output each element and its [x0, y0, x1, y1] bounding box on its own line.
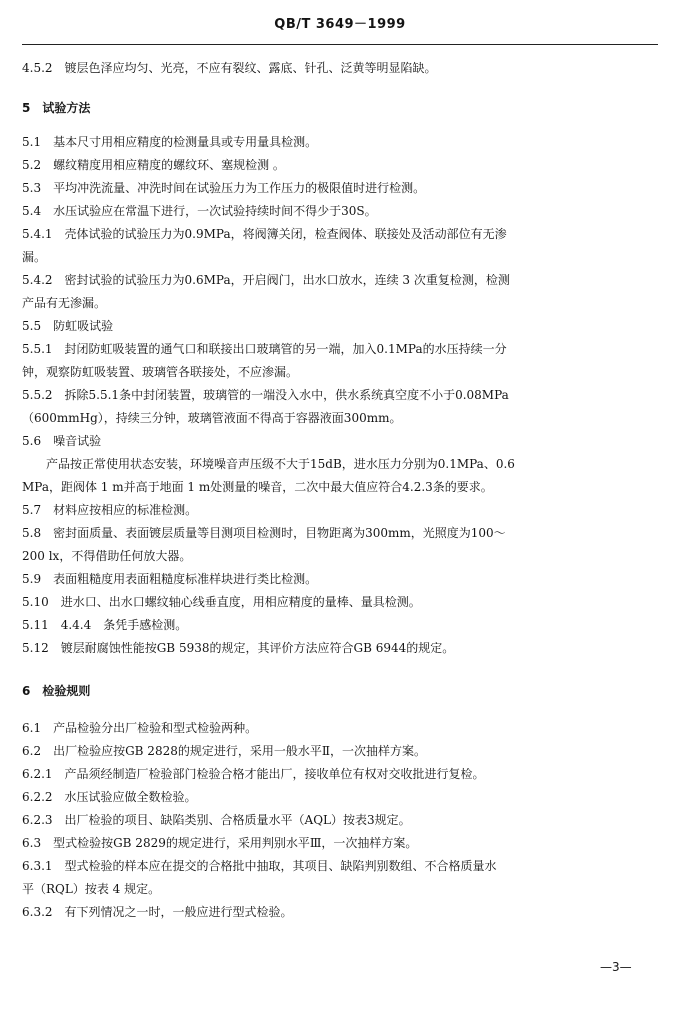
clause-6-3: 6.3 型式检验按GB 2829的规定进行，采用判别水平Ⅲ，一次抽样方案。 [22, 836, 418, 850]
clause-5-5-2-cont: （600mmHg），持续三分钟，玻璃管液面不得高于容器液面300mm。 [22, 411, 402, 425]
standard-code-header: QB/T 3649－1999 [274, 17, 406, 32]
clause-5-3: 5.3 平均冲洗流量、冲洗时间在试验压力为工作压力的极限值时进行检测。 [22, 181, 426, 195]
clause-6-2-1: 6.2.1 产品须经制造厂检验部门检验合格才能出厂，接收单位有权对交收批进行复检。 [22, 767, 485, 781]
clause-5-6-body: 产品按正常使用状态安装，环境噪音声压级不大于15dB，进水压力分别为0.1MPa、0.6 [46, 457, 515, 471]
clause-6-1: 6.1 产品检验分出厂检验和型式检验两种。 [22, 721, 258, 735]
clause-5-8: 5.8 密封面质量、表面镀层质量等目测项目检测时，目物距离为300mm，光照度为100～ [22, 526, 506, 540]
clause-5-4-1-cont: 漏。 [22, 250, 47, 264]
clause-5-4-2: 5.4.2 密封试验的试验压力为0.6MPa，开启阀门，出水口放水，连续 3 次重复检测，检测 [22, 273, 510, 287]
clause-6-2: 6.2 出厂检验应按GB 2828的规定进行，采用一般水平Ⅱ，一次抽样方案。 [22, 744, 427, 758]
clause-5-5-1: 5.5.1 封闭防虹吸装置的通气口和联接出口玻璃管的另一端，加入0.1MPa的水压持续一分 [22, 342, 507, 356]
section-6-heading: 6 检验规则 [22, 684, 91, 698]
clause-5-11: 5.11 4.4.4 条凭手感检测。 [22, 618, 188, 632]
header-rule [22, 44, 658, 45]
clause-6-3-2: 6.3.2 有下列情况之一时，一般应进行型式检验。 [22, 905, 293, 919]
page-number: —3— [600, 960, 632, 974]
clause-5-9: 5.9 表面粗糙度用表面粗糙度标准样块进行类比检测。 [22, 572, 318, 586]
clause-6-3-1: 6.3.1 型式检验的样本应在提交的合格批中抽取，其项目、缺陷判别数组、不合格质量水 [22, 859, 497, 873]
clause-6-2-3: 6.2.3 出厂检验的项目、缺陷类别、合格质量水平（AQL）按表3规定。 [22, 813, 411, 827]
clause-5-5-1-cont: 钟，观察防虹吸装置、玻璃管各联接处，不应渗漏。 [22, 365, 299, 379]
clause-5-4-1: 5.4.1 壳体试验的试验压力为0.9MPa，将阀簿关闭，检查阀体、联接处及活动部位有无渗 [22, 227, 507, 241]
clause-4-5-2: 4.5.2 镀层色泽应均匀、光亮，不应有裂纹、露底、针孔、泛黄等明显陷缺。 [22, 61, 437, 75]
section-5-heading: 5 试验方法 [22, 101, 91, 115]
clause-5-12: 5.12 镀层耐腐蚀性能按GB 5938的规定，其评价方法应符合GB 6944的规定。 [22, 641, 455, 655]
clause-5-1: 5.1 基本尺寸用相应精度的检测量具或专用量具检测。 [22, 135, 318, 149]
clause-6-2-2: 6.2.2 水压试验应做全数检验。 [22, 790, 197, 804]
clause-5-7: 5.7 材料应按相应的标准检测。 [22, 503, 198, 517]
clause-5-4-2-cont: 产品有无渗漏。 [22, 296, 107, 310]
clause-5-5-2: 5.5.2 拆除5.5.1条中封闭装置，玻璃管的一端没入水中，供水系统真空度不小于0.08MPa [22, 388, 509, 402]
clause-5-6: 5.6 噪音试验 [22, 434, 102, 448]
clause-5-8-cont: 200 lx，不得借助任何放大器。 [22, 549, 192, 563]
clause-5-6-body-cont: MPa，距阀体 1 m并高于地面 1 m处测量的噪音，二次中最大值应符合4.2.3条的要求。 [22, 480, 493, 494]
clause-5-4: 5.4 水压试验应在常温下进行，一次试验持续时间不得少于30S。 [22, 204, 377, 218]
clause-5-5: 5.5 防虹吸试验 [22, 319, 114, 333]
clause-5-10: 5.10 进水口、出水口螺纹轴心线垂直度，用相应精度的量棒、量具检测。 [22, 595, 421, 609]
clause-6-3-1-cont: 平（RQL）按表 4 规定。 [22, 882, 161, 896]
clause-5-2: 5.2 螺纹精度用相应精度的螺纹环、塞规检测 。 [22, 158, 285, 172]
